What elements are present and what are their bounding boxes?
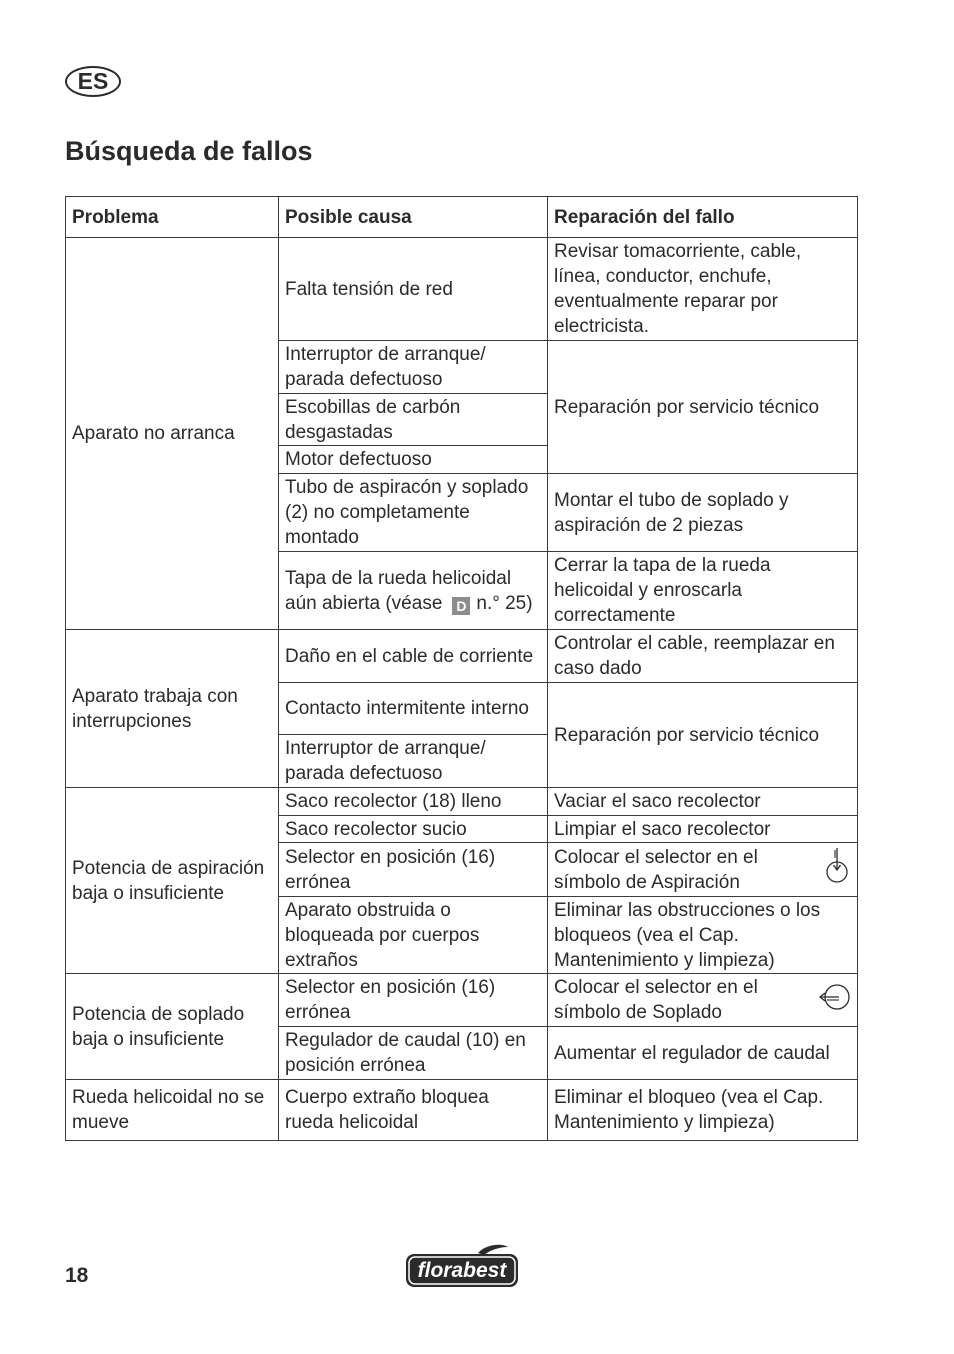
cause-cell: Interruptor de arranque/ parada defectuoso [279,735,548,788]
cause-cell: Selector en posición (16) errónea [279,843,548,897]
repair-text: Colocar el selector en el símbolo de Aspiración [554,846,758,893]
repair-cell: Cerrar la tapa de la rueda helicoidal y enroscarla correctamente [548,552,858,630]
florabest-logo [404,1244,520,1295]
repair-cell: Vaciar el saco recolector [548,788,858,816]
cause-cell: Tubo de aspiracón y soplado (2) no completamente montado [279,474,548,552]
repair-cell [548,974,858,1027]
repair-cell: Eliminar el bloqueo (vea el Cap. Mantenimiento y limpieza) [548,1080,858,1141]
cause-text-suffix: n.° 25) [476,592,533,614]
problem-cell: Rueda helicoidal no se mueve [66,1080,279,1141]
repair-cell: Montar el tubo de soplado y aspiración de 2 piezas [548,474,858,552]
table-row [66,238,858,341]
page-title: Búsqueda de fallos [65,136,313,166]
cause-cell: Contacto intermitente interno [279,683,548,735]
repair-cell: Controlar el cable, reemplazar en caso dado [548,630,858,683]
blowing-symbol-icon [819,983,851,1018]
header-repair: Reparación del fallo [548,197,858,238]
cause-cell: Escobillas de carbón desgastadas [279,394,548,446]
repair-text: Colocar el selector en el símbolo de Soplado [554,977,758,1023]
repair-cell: Eliminar las obstrucciones o los bloqueos (vea el Cap. Mantenimiento y limpieza) [548,897,858,974]
logo-text: florabest [417,1259,507,1282]
cause-cell: Selector en posición (16) errónea [279,974,548,1027]
repair-cell [548,843,858,897]
cause-cell: Falta tensión de red [279,238,548,341]
cause-cell: Aparato obstruida o bloqueada por cuerpos extraños [279,897,548,974]
header-cause: Posible causa [279,197,548,238]
repair-cell: Aumentar el regulador de caudal [548,1027,858,1080]
table-header-row [66,197,858,238]
repair-cell: Limpiar el saco recolector [548,816,858,843]
figure-d-badge: D [452,597,470,615]
language-badge: ES [65,66,121,97]
cause-cell: Cuerpo extraño bloquea rueda helicoidal [279,1080,548,1141]
troubleshooting-table [65,196,858,1141]
cause-cell: Saco recolector (18) lleno [279,788,548,816]
problem-cell: Aparato trabaja con interrupciones [66,630,279,788]
repair-cell: Reparación por servicio técnico [548,341,858,474]
header-problem: Problema [66,197,279,238]
problem-cell: Aparato no arranca [66,238,279,630]
cause-cell: Regulador de caudal (10) en posición errónea [279,1027,548,1080]
repair-cell: Revisar tomacorriente, cable, línea, conductor, enchufe, eventualmente reparar por electricista. [548,238,858,341]
cause-cell: Motor defectuoso [279,446,548,474]
cause-cell [279,552,548,630]
page-number: 18 [65,1264,89,1287]
repair-cell: Reparación por servicio técnico [548,683,858,788]
suction-symbol-icon [825,846,851,893]
cause-cell: Interruptor de arranque/ parada defectuoso [279,341,548,394]
cause-cell: Daño en el cable de corriente [279,630,548,683]
table-row [66,974,858,1027]
cause-text: Tapa de la rueda helicoidal aún abierta (véase [285,567,512,614]
table-row [66,630,858,683]
table-row [66,788,858,816]
problem-cell: Potencia de soplado baja o insuficiente [66,974,279,1080]
cause-cell: Saco recolector sucio [279,816,548,843]
table-row [66,1080,858,1141]
problem-cell: Potencia de aspiración baja o insuficiente [66,788,279,974]
